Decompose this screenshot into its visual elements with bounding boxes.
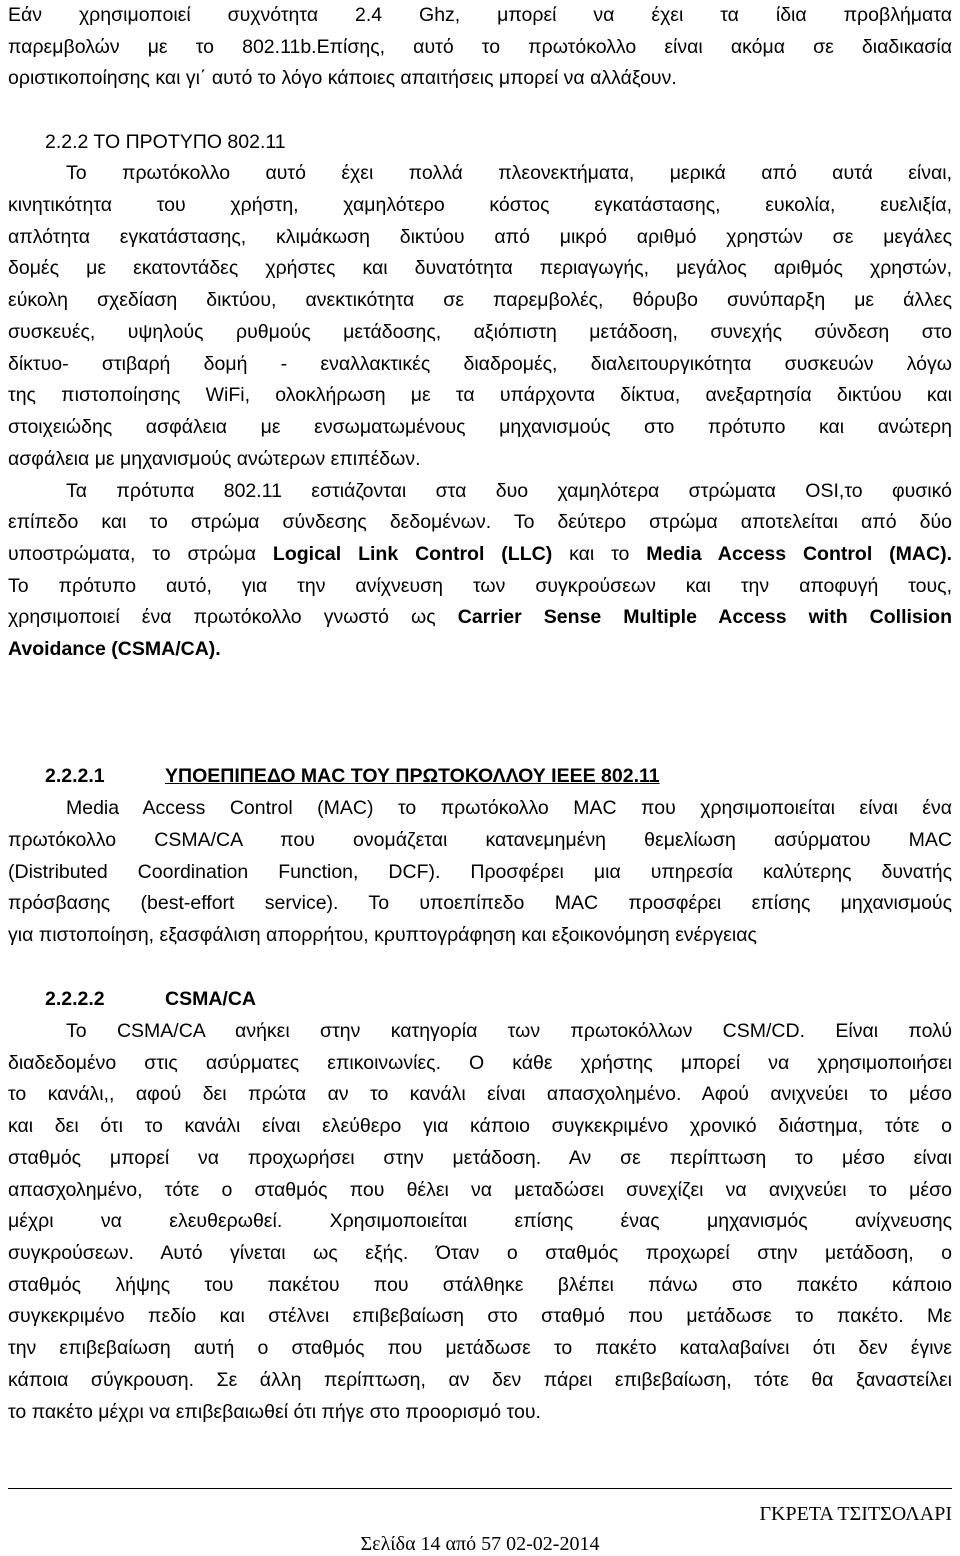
section-heading-2-2-2-1 [45, 761, 660, 792]
paragraph-line: κάποια σύγκρουση. Σε άλλη περίπτωση, αν δεν πάρει επιβεβαίωση, τότε θα ξαναστείλει [8, 1369, 952, 1391]
paragraph-line: πρωτόκολλο CSMA/CA που ονομάζεται κατανεμημένη θεμελίωση ασύρματου MAC [8, 829, 952, 851]
paragraph-line: μέχρι να ελευθερωθεί. Χρησιμοποιείται επίσης ένας μηχανισμός ανίχνευσης [8, 1210, 952, 1232]
text-run: χρησιμοποιεί ένα πρωτόκολλο γνωστό ως [8, 606, 458, 628]
paragraph-line: Media Access Control (MAC) το πρωτόκολλο MAC που χρησιμοποιείται είναι ένα [66, 797, 952, 819]
paragraph-line: απασχολημένο, τότε ο σταθμός που θέλει να μεταδώσει συνεχίζει να ανιχνεύει το μέσο [8, 1179, 952, 1201]
bold-term-llc: Logical Link Control (LLC) [272, 543, 553, 565]
paragraph-line: κινητικότητα του χρήστη, χαμηλότερο κόστος εγκατάστασης, ευκολία, ευελιξία, [8, 194, 952, 216]
paragraph-line: Το CSMA/CA ανήκει στην κατηγορία των πρωτοκόλλων CSM/CD. Είναι πολύ [66, 1020, 952, 1042]
section-number: 2.2.2.2 [45, 988, 105, 1010]
paragraph-line: Το πρότυπο αυτό, για την ανίχνευση των συγκρούσεων και την αποφυγή τους, [8, 575, 952, 597]
paragraph-line-csma-end [8, 634, 952, 665]
footer-divider [8, 1488, 952, 1489]
paragraph-line: την επιβεβαίωση αυτή ο σταθμός που μετάδωσε το πακέτο καταλαβαίνει ότι δεν έγινε [8, 1337, 952, 1359]
bold-term-csma-ca: Carrier Sense Multiple Access with Collision [457, 606, 952, 628]
text-run: και το [552, 543, 647, 565]
paragraph-line: διαδεδομένο στις ασύρματες επικοινωνίες. Ο κάθε χρήστης μπορεί να χρησιμοποιήσει [8, 1052, 952, 1074]
footer-author: ΓΚΡΕΤΑ ΤΣΙΤΣΟΛΑΡΙ [759, 1503, 952, 1525]
paragraph-line-csma [8, 602, 952, 633]
section-title: ΥΠΟΕΠΙΠΕΔΟ MAC ΤΟΥ ΠΡΩΤΟΚΟΛΛΟΥ IEEE 802.11 [165, 765, 660, 787]
paragraph-line-llc-mac [8, 539, 952, 570]
paragraph-line: συγκρούσεων. Αυτό γίνεται ως εξής. Όταν ο σταθμός προχωρεί στην μετάδοση, ο [8, 1242, 952, 1264]
bold-term-mac: Media Access Control (MAC). [646, 543, 952, 565]
section-heading-2-2-2: 2.2.2 ΤΟ ΠΡΟΤΥΠΟ 802.11 [45, 131, 286, 153]
section-number: 2.2.2.1 [45, 765, 105, 787]
text-run: υποστρώματα, το στρώμα [8, 543, 273, 565]
paragraph-line: για πιστοποίηση, εξασφάλιση απορρήτου, κρυπτογράφηση και εξοικονόμηση ενέργειας [8, 924, 757, 946]
paragraph-line: το πακέτο μέχρι να επιβεβαιωθεί ότι πήγε στο προορισμό του. [8, 1401, 541, 1423]
paragraph-line: πρόσβασης (best-effort service). Το υποεπίπεδο MAC προσφέρει επίσης μηχανισμούς [8, 892, 952, 914]
paragraph-line: Τα πρότυπα 802.11 εστιάζονται στα δυο χαμηλότερα στρώματα OSI,το φυσικό [66, 480, 952, 502]
paragraph-line: (Distributed Coordination Function, DCF). Προσφέρει μια υπηρεσία καλύτερης δυνατής [8, 861, 952, 883]
bold-term-csma-ca-end: Avoidance (CSMA/CA). [8, 638, 221, 660]
paragraph-line: σταθμός λήψης του πακέτου που στάλθηκε βλέπει πάνω στο πακέτο κάποιο [8, 1274, 952, 1296]
paragraph-line: και δει ότι το κανάλι είναι ελεύθερο για κάποιο συγκεκριμένο χρονικό διάστημα, τότε ο [8, 1115, 952, 1137]
paragraph-line: συσκευές, υψηλούς ρυθμούς μετάδοσης, αξιόπιστη μετάδοση, συνεχής σύνδεση στο [8, 321, 952, 343]
paragraph-line: επίπεδο και το στρώμα σύνδεσης δεδομένων. Το δεύτερο στρώμα αποτελείται από δύο [8, 511, 952, 533]
intro-line-1: Εάν χρησιμοποιεί συχνότητα 2.4 Ghz, μπορεί να έχει τα ίδια προβλήματα [8, 4, 952, 26]
paragraph-line: συγκεκριμένο πεδίο και στέλνει επιβεβαίωση στο σταθμό που μετάδωσε το πακέτο. Με [8, 1305, 952, 1327]
section-heading-2-2-2-2 [45, 984, 256, 1015]
intro-line-3: οριστικοποίησης και γι΄ αυτό το λόγο κάποιες απαιτήσεις μπορεί να αλλάξουν. [8, 67, 677, 89]
paragraph-line: απλότητα εγκατάστασης, κλιμάκωση δικτύου από μικρό αριθμό χρηστών σε μεγάλες [8, 226, 952, 248]
paragraph-line: στοιχειώδης ασφάλεια με ενσωματωμένους μηχανισμούς στο πρότυπο και ανώτερη [8, 416, 952, 438]
section-title: CSMA/CA [165, 988, 256, 1010]
paragraph-line: δομές με εκατοντάδες χρήστες και δυνατότητα περιαγωγής, μεγάλος αριθμός χρηστών, [8, 257, 952, 279]
paragraph-line: το κανάλι,, αφού δει πρώτα αν το κανάλι είναι απασχολημένο. Αφού ανιχνεύει το μέσο [8, 1083, 952, 1105]
paragraph-line: σταθμός μπορεί να προχωρήσει στην μετάδοση. Αν σε περίπτωση το μέσο είναι [8, 1147, 952, 1169]
intro-line-2: παρεμβολών με το 802.11b.Επίσης, αυτό το πρωτόκολλο είναι ακόμα σε διαδικασία [8, 36, 952, 58]
paragraph-line: Το πρωτόκολλο αυτό έχει πολλά πλεονεκτήματα, μερικά από αυτά είναι, [66, 162, 952, 184]
paragraph-line: ασφάλεια με μηχανισμούς ανώτερων επιπέδων. [8, 448, 421, 470]
footer-page-number: Σελίδα 14 από 57 02-02-2014 [360, 1533, 600, 1555]
paragraph-line: εύκολη σχεδίαση δικτύου, ανεκτικότητα σε παρεμβολές, θόρυβο συνύπαρξη με άλλες [8, 289, 952, 311]
paragraph-line: δίκτυο- στιβαρή δομή - εναλλακτικές διαδρομές, διαλειτουργικότητα συσκευών λόγω [8, 353, 952, 375]
paragraph-line: της πιστοποίησης WiFi, ολοκλήρωση με τα υπάρχοντα δίκτυα, ανεξαρτησία δικτύου και [8, 384, 952, 406]
